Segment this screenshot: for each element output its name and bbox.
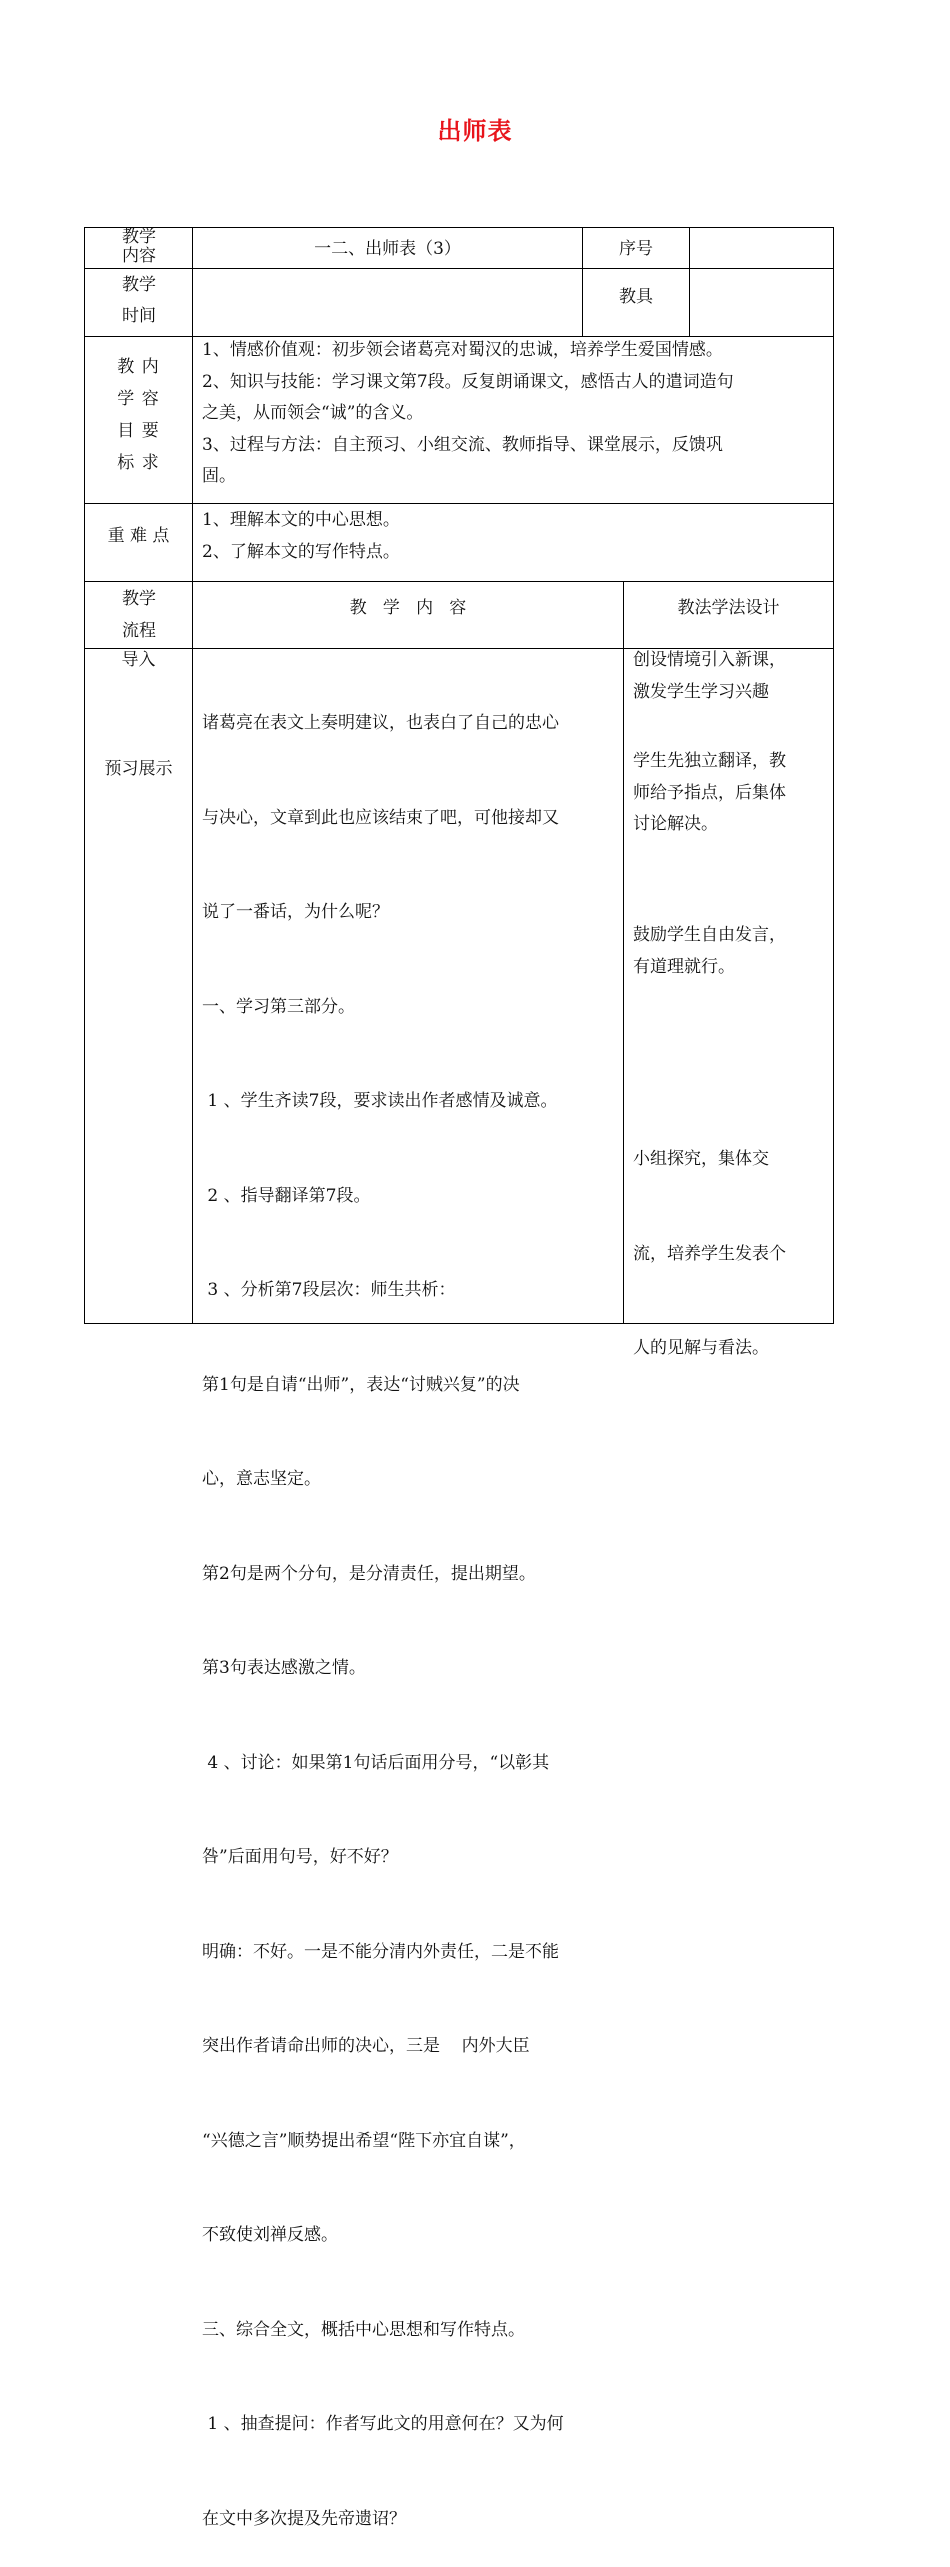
method-line: 学生先独立翻译，教 — [633, 751, 786, 771]
content-line: 第2句是两个分句，是分清责任，提出期望。 — [202, 1563, 536, 1584]
content-line: 一、学习第三部分。 — [202, 996, 355, 1017]
label-text: 内容 — [122, 246, 156, 266]
content-line: 第3句表达感激之情。 — [202, 1658, 366, 1678]
content-line: 心，意志坚定。 — [202, 1469, 321, 1489]
goal-line: 2、知识与技能：学习课文第7段。反复朗诵课文，感悟古人的遣词造句 — [202, 371, 734, 392]
goals-text — [202, 335, 828, 493]
content-line: 2 、指导翻译第7段。 — [202, 1185, 371, 1206]
content-line: 在文中多次提及先帝遗诏？ — [202, 2508, 406, 2529]
keypoints-text — [202, 505, 822, 568]
row-label-key-difficult-points: 重 难 点 — [107, 526, 170, 546]
row-label-goals — [85, 351, 192, 479]
label-text: 教学 — [122, 589, 156, 609]
content-line: 三、综合全文，概括中心思想和写作特点。 — [202, 2319, 525, 2340]
table-rule — [84, 581, 834, 582]
content-line: 明确：不好。一是不能分清内外责任，二是不能 — [202, 1941, 559, 1962]
label-text: 教学 — [122, 227, 156, 247]
flow-method-header: 教法学法设计 — [677, 598, 780, 618]
goal-line: 之美，从而领会“诚”的含义。 — [202, 403, 424, 423]
table-border-right — [833, 227, 834, 1324]
content-line: 1 、学生齐读7段，要求读出作者感情及诚意。 — [202, 1091, 558, 1111]
content-line: 第1句是自请“出师”，表达“讨贼兴复”的决 — [202, 1374, 520, 1395]
flow-content-header: 教 学 内 容 — [349, 598, 467, 618]
keypoint-line: 1、理解本文的中心思想。 — [202, 510, 400, 530]
method-block-3 — [633, 920, 828, 983]
label-text: 学 容 — [117, 389, 160, 409]
goal-line: 固。 — [202, 466, 236, 486]
table-rule — [84, 503, 834, 504]
row-label-teaching-flow — [98, 583, 180, 647]
content-line: 突出作者请命出师的决心，三是 内外大臣 — [202, 2036, 530, 2056]
method-line: 小组探究，集体交 — [633, 1149, 769, 1169]
stage-preview: 预习展示 — [104, 759, 173, 779]
label-text: 标 求 — [117, 453, 160, 473]
method-line: 师给予指点，后集体 — [633, 782, 786, 803]
content-line: 3 、分析第7段层次：师生共析： — [202, 1280, 456, 1300]
content-line: 不致使刘禅反感。 — [202, 2225, 338, 2245]
content-line: “兴德之言”顺势提出希望“陛下亦宜自谋”， — [202, 2130, 526, 2151]
table-col-rule — [689, 227, 690, 337]
content-line: 诸葛亮在表文上奏明建议，也表白了自己的忠心 — [202, 713, 559, 733]
label-text: 教 内 — [117, 357, 160, 377]
stage-intro: 导入 — [121, 650, 156, 670]
table-col-rule — [192, 227, 193, 1324]
label-text: 时间 — [122, 306, 156, 326]
keypoint-line: 2、了解本文的写作特点。 — [202, 541, 400, 562]
content-line: 咎”后面用句号，好不好？ — [202, 1847, 398, 1867]
goal-line: 1、情感价值观：初步领会诸葛亮对蜀汉的忠诚，培养学生爱国情感。 — [202, 340, 723, 360]
seq-label: 序号 — [619, 239, 653, 259]
label-text: 教学 — [122, 275, 156, 295]
content-line: 说了一番话，为什么呢？ — [202, 902, 389, 922]
method-block-2 — [633, 746, 828, 841]
content-line: 1 、抽查提问：作者写此文的用意何在？又为何 — [202, 2414, 564, 2434]
method-line: 流，培养学生发表个 — [633, 1243, 786, 1264]
method-line: 讨论解决。 — [633, 814, 718, 834]
method-line: 创设情境引入新课， — [633, 650, 786, 670]
method-line: 人的见解与看法。 — [633, 1338, 769, 1358]
label-text: 流程 — [122, 621, 156, 641]
row-label-teaching-content — [98, 228, 180, 266]
tools-label: 教具 — [619, 287, 653, 307]
lesson-title-cell: 一二、出师表（3） — [314, 239, 461, 259]
method-line: 激发学生学习兴趣 — [633, 681, 769, 702]
row-label-teaching-time — [98, 270, 180, 332]
table-col-rule — [623, 581, 624, 1324]
content-line: 4 、讨论：如果第1句话后面用分号，“以彰其 — [202, 1752, 550, 1773]
method-line: 有道理就行。 — [633, 956, 735, 977]
table-border-top — [84, 227, 834, 228]
document-title: 出师表 — [437, 117, 513, 145]
method-line: 鼓励学生自由发言， — [633, 925, 786, 945]
flow-content-text — [202, 645, 618, 2567]
method-block-1 — [633, 645, 828, 708]
table-rule — [84, 268, 834, 269]
label-text: 目 要 — [117, 421, 160, 441]
method-block-4 — [633, 1081, 828, 1396]
goal-line: 3、过程与方法：自主预习、小组交流、教师指导、课堂展示，反馈巩 — [202, 434, 723, 455]
content-line: 与决心，文章到此也应该结束了吧，可他接却又 — [202, 807, 559, 828]
